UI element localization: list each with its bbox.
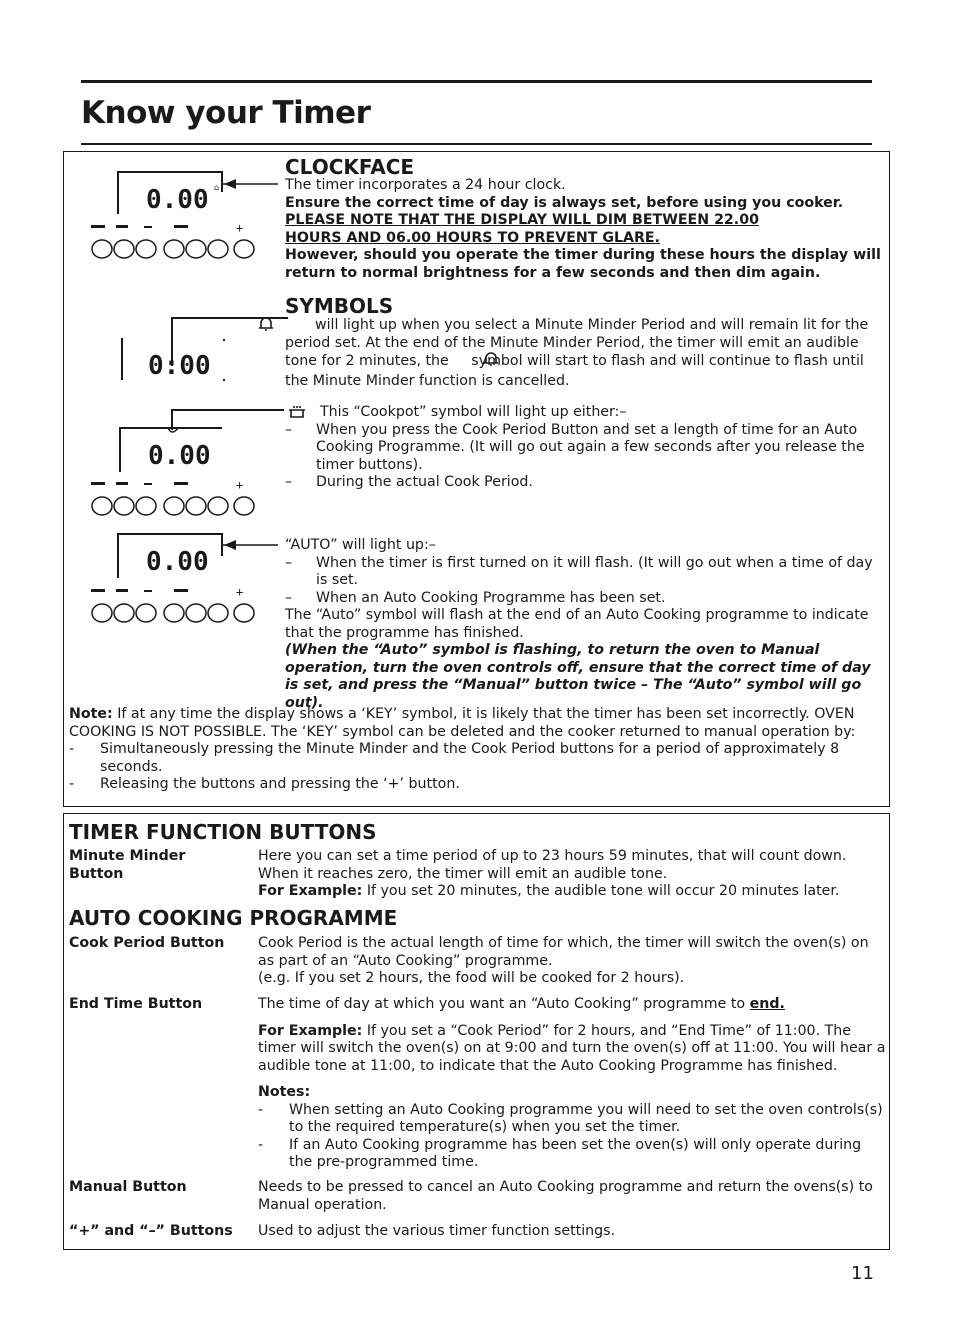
- notes-item-2: - If an Auto Cooking programme has been set the oven(s) will only operate during the pre-programmed time.: [258, 1136, 862, 1170]
- manual-text: Needs to be pressed to cancel an Auto Cooking programme and return the ovens(s) to Manual operation.: [258, 1179, 873, 1213]
- auto-symbol-text: [285, 537, 888, 712]
- end-time-label: End Time Button: [69, 996, 203, 1012]
- auto-item-1: – When the timer is first turned on it will flash. (It will go out when a time of day is set.: [285, 554, 873, 588]
- page-number: 11: [851, 1263, 874, 1284]
- cookpot-intro: This “Cookpot” symbol will light up either:–: [320, 404, 627, 420]
- manual-label: Manual Button: [69, 1179, 187, 1195]
- manual-row: [69, 1179, 884, 1215]
- minute-minder-label: Minute Minder Button: [69, 848, 186, 882]
- minute-minder-example: If you set 20 minutes, the audible tone will occur 20 minutes later.: [366, 883, 840, 899]
- clockface-line3b: HOURS AND 06.00 HOURS TO PREVENT GLARE.: [285, 229, 660, 246]
- cookpot-symbol-text: [285, 404, 885, 492]
- cook-period-text: Cook Period is the actual length of time for which, the timer will switch the oven(s) on as part of an “Auto Cooking” programme.: [258, 935, 869, 969]
- auto-clock-digits: 0.00: [146, 547, 209, 577]
- clock-digits: 0.00: [146, 185, 209, 215]
- clockface-line4: However, should you operate the timer during these hours the display will return to normal brightness for a few seconds and then dim again.: [285, 247, 881, 281]
- cookpot-clock-digits: 0.00: [148, 441, 211, 471]
- auto-display-illustration: [88, 532, 284, 628]
- bell-icon: [258, 317, 274, 338]
- bell-icon-inline: [453, 352, 471, 373]
- plus-minus-label: “+” and “–” Buttons: [69, 1223, 233, 1239]
- auto-flash-text: The “Auto” symbol will flash at the end of an Auto Cooking programme to indicate that the programme has finished.: [285, 607, 869, 641]
- minute-minder-text: Here you can set a time period of up to 23 hours 59 minutes, that will count down. When it reaches zero, the timer will emit an audible tone.: [258, 848, 847, 882]
- cook-period-label: Cook Period Button: [69, 935, 225, 951]
- note-item-1: - Simultaneously pressing the Minute Minder and the Cook Period buttons for a period of approximately 8 seconds.: [69, 741, 840, 775]
- clockface-line2: Ensure the correct time of day is always set, before using you cooker.: [285, 194, 844, 211]
- svg-text:⌂: ⌂: [214, 183, 220, 192]
- minute-minder-digits: 0:00: [148, 351, 211, 381]
- plus-minus-text: Used to adjust the various timer function settings.: [258, 1223, 616, 1239]
- svg-text:+: +: [236, 585, 244, 599]
- cookpot-item-1: – When you press the Cook Period Button and set a length of time for an Auto Cooking Programme. (It will go out again a few seconds after you release the timer buttons).: [285, 421, 865, 473]
- key-note: [69, 706, 884, 794]
- auto-italic-text: (When the “Auto” symbol is flashing, to return the oven to Manual operation, turn the oven controls off, ensure that the correct time of day is set, and press the “Manual” button twice – The “Auto” symbol will go out).: [285, 642, 871, 711]
- clockface-display-illustration: [88, 168, 284, 264]
- title-rule: [81, 143, 872, 145]
- notes-label: Notes:: [258, 1084, 311, 1100]
- end-time-example: If you set a “Cook Period” for 2 hours, and “End Time” of 11:00. The timer will switch the oven(s) on at 9:00 and turn the oven(s) off at 11:00. You will hear a audible tone at 11:00, to indicate that the Auto Cooking Programme has finished.: [258, 1022, 886, 1074]
- auto-intro: “AUTO” will light up:–: [285, 537, 436, 553]
- note-label: Note:: [69, 706, 113, 722]
- cook-period-row: [69, 935, 884, 989]
- note-item-2: - Releasing the buttons and pressing the ‘+’ button.: [69, 776, 460, 792]
- clockface-line1: The timer incorporates a 24 hour clock.: [285, 177, 566, 193]
- svg-text:+: +: [236, 478, 244, 492]
- clockface-heading: CLOCKFACE: [285, 155, 415, 179]
- symbols-heading: SYMBOLS: [285, 294, 394, 318]
- plus-minus-row: [69, 1223, 884, 1241]
- svg-text:+: +: [236, 221, 244, 235]
- top-rule: [81, 80, 872, 83]
- end-time-row: End Time Button The time of day at which you want an “Auto Cooking” programme to end. For Example: If you set a “Cook Period” for 2 hours, and “End Time” of 11:00. The timer will switch the oven(s) on at 9:00 and turn the oven(s) off at 11:00. You will hear a audible tone at 11:00, to indicate that the Auto Cooking Programme has finished. Notes: - When setting an Auto Cooking programme you will need to set the oven controls(s) to the required temperature(s) when you set the timer. - If an Auto Cooking programme has been set the oven(s) will only operate during the pre-programmed time.: [69, 996, 886, 1170]
- cook-period-eg: (e.g. If you set 2 hours, the food will be cooked for 2 hours).: [258, 970, 685, 986]
- timer-buttons-heading: TIMER FUNCTION BUTTONS: [69, 820, 377, 844]
- end-time-text: The time of day at which you want an “Auto Cooking” programme to: [258, 996, 746, 1012]
- page-title: Know your Timer: [81, 95, 371, 131]
- cookpot-item-2: – During the actual Cook Period.: [285, 474, 533, 490]
- auto-item-2: – When an Auto Cooking Programme has been set.: [285, 589, 666, 606]
- status-icons-row: [91, 221, 243, 235]
- minute-minder-row: Minute Minder Button Here you can set a time period of up to 23 hours 59 minutes, that will count down. When it reaches zero, the timer will emit an audible tone. For Example: If you set 20 minutes, the audible tone will occur 20 minutes later.: [69, 848, 884, 902]
- clockface-line3a: PLEASE NOTE THAT THE DISPLAY WILL DIM BETWEEN 22.00: [285, 212, 759, 228]
- cookpot-display-illustration: [88, 406, 284, 520]
- button-row: [92, 240, 254, 258]
- note-text: If at any time the display shows a ‘KEY’ symbol, it is likely that the timer has been set incorrectly. OVEN COOKING IS NOT POSSIBLE. The ‘KEY’ symbol can be deleted and the cooker returned to manual operation by:: [69, 706, 856, 740]
- clockface-text: [285, 177, 885, 282]
- bell-symbol-text: will light up when you select a Minute Minder Period and will remain lit for the period set. At the end of the Minute Minder Period, the timer will emit an audible tone for 2 minutes, the symbol will start to flash and will continue to flash until the Minute Minder function is cancelled.: [285, 317, 888, 390]
- notes-item-1: - When setting an Auto Cooking programme you will need to set the oven controls(s) to the required temperature(s) when you set the timer.: [258, 1101, 883, 1135]
- auto-programme-heading: AUTO COOKING PROGRAMME: [69, 906, 398, 930]
